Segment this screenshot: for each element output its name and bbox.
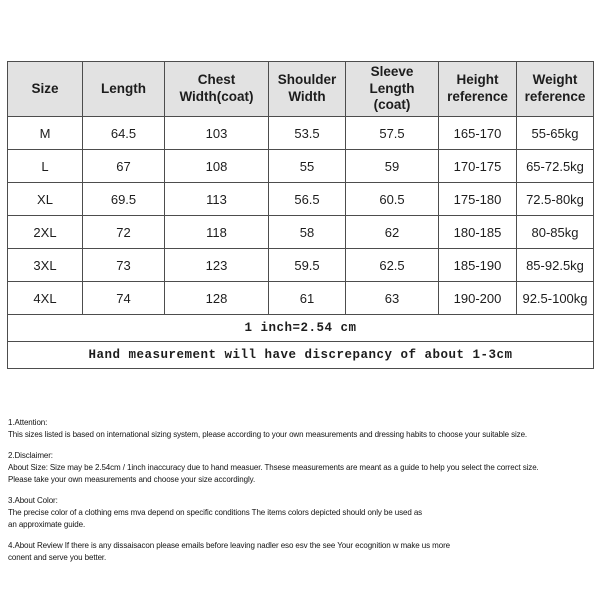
size-row	[8, 249, 594, 282]
measurement-cell: 67	[83, 150, 165, 183]
column-header: Length	[83, 62, 165, 117]
column-header: Height reference	[439, 62, 517, 117]
measurement-cell: 190-200	[439, 282, 517, 315]
size-label-cell: 2XL	[8, 216, 83, 249]
measurement-cell: 170-175	[439, 150, 517, 183]
column-header: Size	[8, 62, 83, 117]
measurement-cell: 123	[165, 249, 269, 282]
measurement-cell: 103	[165, 117, 269, 150]
table-note-cell: Hand measurement will have discrepancy of about 1-3cm	[8, 342, 594, 369]
note-block	[8, 450, 594, 486]
measurement-cell: 74	[83, 282, 165, 315]
measurement-cell: 57.5	[346, 117, 439, 150]
measurement-cell: 175-180	[439, 183, 517, 216]
measurement-cell: 63	[346, 282, 439, 315]
note-line: 4.About Review If there is any dissaisacon please emails before leaving nadler eso esv the see Your ecognition w make us more	[8, 541, 450, 550]
note-line: Please take your own measurements and choose your size accordingly.	[8, 475, 256, 484]
measurement-cell: 108	[165, 150, 269, 183]
measurement-cell: 58	[269, 216, 346, 249]
measurement-cell: 85-92.5kg	[517, 249, 594, 282]
note-heading: 2.Disclaimer:	[8, 451, 53, 460]
size-label-cell: 4XL	[8, 282, 83, 315]
column-header: Sleeve Length (coat)	[346, 62, 439, 117]
size-chart-table	[7, 61, 594, 369]
note-block	[8, 540, 594, 564]
measurement-cell: 55	[269, 150, 346, 183]
column-header: Shoulder Width	[269, 62, 346, 117]
size-label-cell: XL	[8, 183, 83, 216]
measurement-cell: 56.5	[269, 183, 346, 216]
table-note-row	[8, 342, 594, 369]
note-heading: 1.Attention:	[8, 418, 48, 427]
measurement-cell: 92.5-100kg	[517, 282, 594, 315]
measurement-cell: 185-190	[439, 249, 517, 282]
footnotes-section	[8, 417, 594, 573]
measurement-cell: 55-65kg	[517, 117, 594, 150]
note-line: The precise color of a clothing ems mva depend on specific conditions The items colors depicted should only be used as	[8, 508, 423, 517]
measurement-cell: 61	[269, 282, 346, 315]
note-line: an approximate guide.	[8, 520, 86, 529]
note-block	[8, 417, 594, 441]
note-line: This sizes listed is based on international sizing system, please according to your own measurements and dressing habits to choose your suitable size.	[8, 430, 528, 439]
table-note-row	[8, 315, 594, 342]
measurement-cell: 65-72.5kg	[517, 150, 594, 183]
note-heading: 3.About Color:	[8, 496, 58, 505]
measurement-cell: 64.5	[83, 117, 165, 150]
measurement-cell: 118	[165, 216, 269, 249]
measurement-cell: 73	[83, 249, 165, 282]
measurement-cell: 69.5	[83, 183, 165, 216]
note-line: conent and serve you better.	[8, 553, 107, 562]
measurement-cell: 180-185	[439, 216, 517, 249]
measurement-cell: 128	[165, 282, 269, 315]
size-label-cell: 3XL	[8, 249, 83, 282]
table-note-cell: 1 inch=2.54 cm	[8, 315, 594, 342]
size-row	[8, 282, 594, 315]
measurement-cell: 59	[346, 150, 439, 183]
measurement-cell: 72	[83, 216, 165, 249]
column-header: Chest Width(coat)	[165, 62, 269, 117]
size-row	[8, 117, 594, 150]
table-header-row	[8, 62, 594, 117]
measurement-cell: 62.5	[346, 249, 439, 282]
measurement-cell: 165-170	[439, 117, 517, 150]
column-header: Weight reference	[517, 62, 594, 117]
size-label-cell: M	[8, 117, 83, 150]
note-line: About Size: Size may be 2.54cm / 1inch inaccuracy due to hand measuer. Thsese measurements are meant as a guide to help you select the correct size.	[8, 463, 539, 472]
size-row	[8, 216, 594, 249]
size-label-cell: L	[8, 150, 83, 183]
measurement-cell: 62	[346, 216, 439, 249]
measurement-cell: 53.5	[269, 117, 346, 150]
measurement-cell: 60.5	[346, 183, 439, 216]
size-row	[8, 183, 594, 216]
measurement-cell: 59.5	[269, 249, 346, 282]
measurement-cell: 80-85kg	[517, 216, 594, 249]
note-block	[8, 495, 594, 531]
measurement-cell: 72.5-80kg	[517, 183, 594, 216]
measurement-cell: 113	[165, 183, 269, 216]
size-row	[8, 150, 594, 183]
